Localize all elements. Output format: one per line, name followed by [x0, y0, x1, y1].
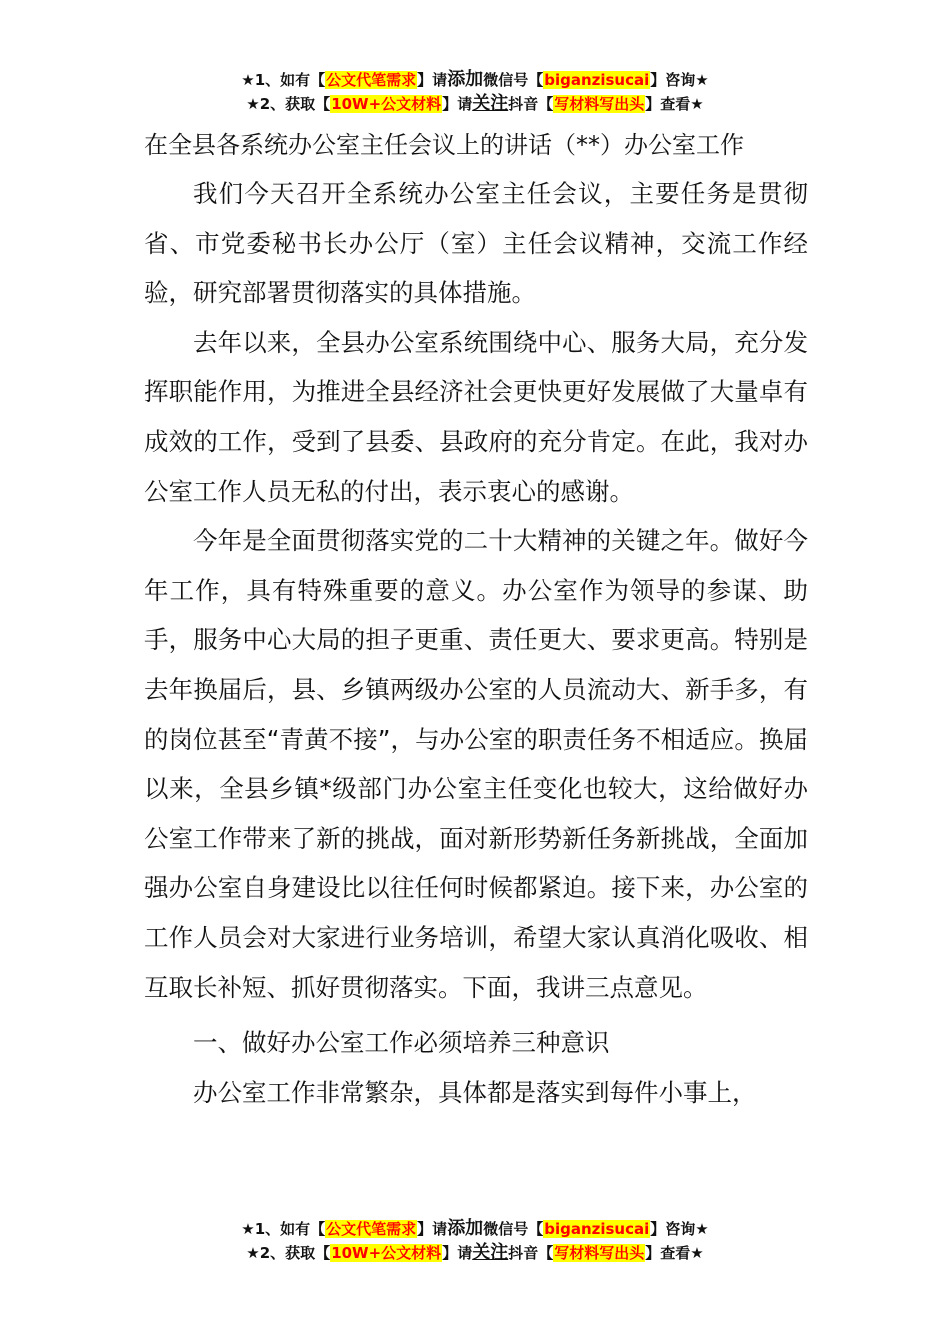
document-title: 在全县各系统办公室主任会议上的讲话（**）办公室工作	[144, 131, 744, 159]
banner-highlight: 公文代笔需求	[326, 71, 417, 89]
document-body	[144, 169, 808, 1117]
banner-text: ★2、获取【	[246, 95, 331, 113]
banner-text: 】请	[442, 95, 473, 113]
banner-text: 抖音【	[508, 95, 554, 113]
banner-text: ★2、获取【	[246, 1244, 331, 1262]
banner-emphasis: 关注	[472, 1242, 509, 1263]
banner-text: 抖音【	[508, 1244, 554, 1262]
banner-text: ★1、如有【	[241, 1220, 326, 1238]
top-banner	[0, 68, 950, 116]
paragraph: 今年是全面贯彻落实党的二十大精神的关键之年。做好今年工作，具有特殊重要的意义。办公室作为领导的参谋、助手，服务中心大局的担子更重、责任更大、要求更高。特别是去年换届后，县、乡镇两级办公室的人员流动大、新手多，有的岗位甚至“青黄不接”，与办公室的职责任务不相适应。换届以来，全县乡镇*级部门办公室主任变化也较大，这给做好办公室工作带来了新的挑战，面对新形势新任务新挑战，全面加强办公室自身建设比以往任何时候都紧迫。接下来，办公室的工作人员会对大家进行业务培训，希望大家认真消化吸收、相互取长补短、抓好贯彻落实。下面，我讲三点意见。	[144, 526, 808, 1002]
banner-line-1	[0, 1217, 950, 1241]
banner-wechat-id: biganzisucai	[544, 71, 650, 89]
banner-emphasis: 添加	[447, 69, 484, 90]
bottom-banner	[0, 1217, 950, 1265]
banner-emphasis: 添加	[447, 1218, 484, 1239]
banner-line-2	[0, 92, 950, 116]
banner-line-2	[0, 1241, 950, 1265]
banner-emphasis: 关注	[472, 93, 509, 114]
paragraph: 去年以来，全县办公室系统围绕中心、服务大局，充分发挥职能作用，为推进全县经济社会更快更好发展做了大量卓有成效的工作，受到了县委、县政府的充分肯定。在此，我对办公室工作人员无私的付出，表示衷心的感谢。	[144, 327, 808, 506]
banner-text: 】咨询★	[650, 1220, 709, 1238]
banner-text: 】请	[417, 71, 448, 89]
banner-highlight: 10W+公文材料	[331, 1244, 442, 1262]
banner-line-1	[0, 68, 950, 92]
banner-text: 微信号【	[483, 1220, 544, 1238]
banner-text: 】请	[417, 1220, 448, 1238]
banner-douyin-id: 写材料写出头	[554, 95, 645, 113]
section-heading: 一、做好办公室工作必须培养三种意识	[193, 1028, 610, 1058]
banner-text: 】查看★	[645, 1244, 704, 1262]
banner-text: 】请	[442, 1244, 473, 1262]
banner-text: 】查看★	[645, 95, 704, 113]
banner-douyin-id: 写材料写出头	[554, 1244, 645, 1262]
banner-highlight: 公文代笔需求	[326, 1220, 417, 1238]
banner-text: 微信号【	[483, 71, 544, 89]
paragraph: 我们今天召开全系统办公室主任会议，主要任务是贯彻省、市党委秘书长办公厅（室）主任会议精神，交流工作经验，研究部署贯彻落实的具体措施。	[144, 179, 808, 308]
paragraph: 办公室工作非常繁杂，具体都是落实到每件小事上，	[193, 1077, 757, 1107]
banner-text: 】咨询★	[650, 71, 709, 89]
banner-text: ★1、如有【	[241, 71, 326, 89]
banner-wechat-id: biganzisucai	[544, 1220, 650, 1238]
banner-highlight: 10W+公文材料	[331, 95, 442, 113]
